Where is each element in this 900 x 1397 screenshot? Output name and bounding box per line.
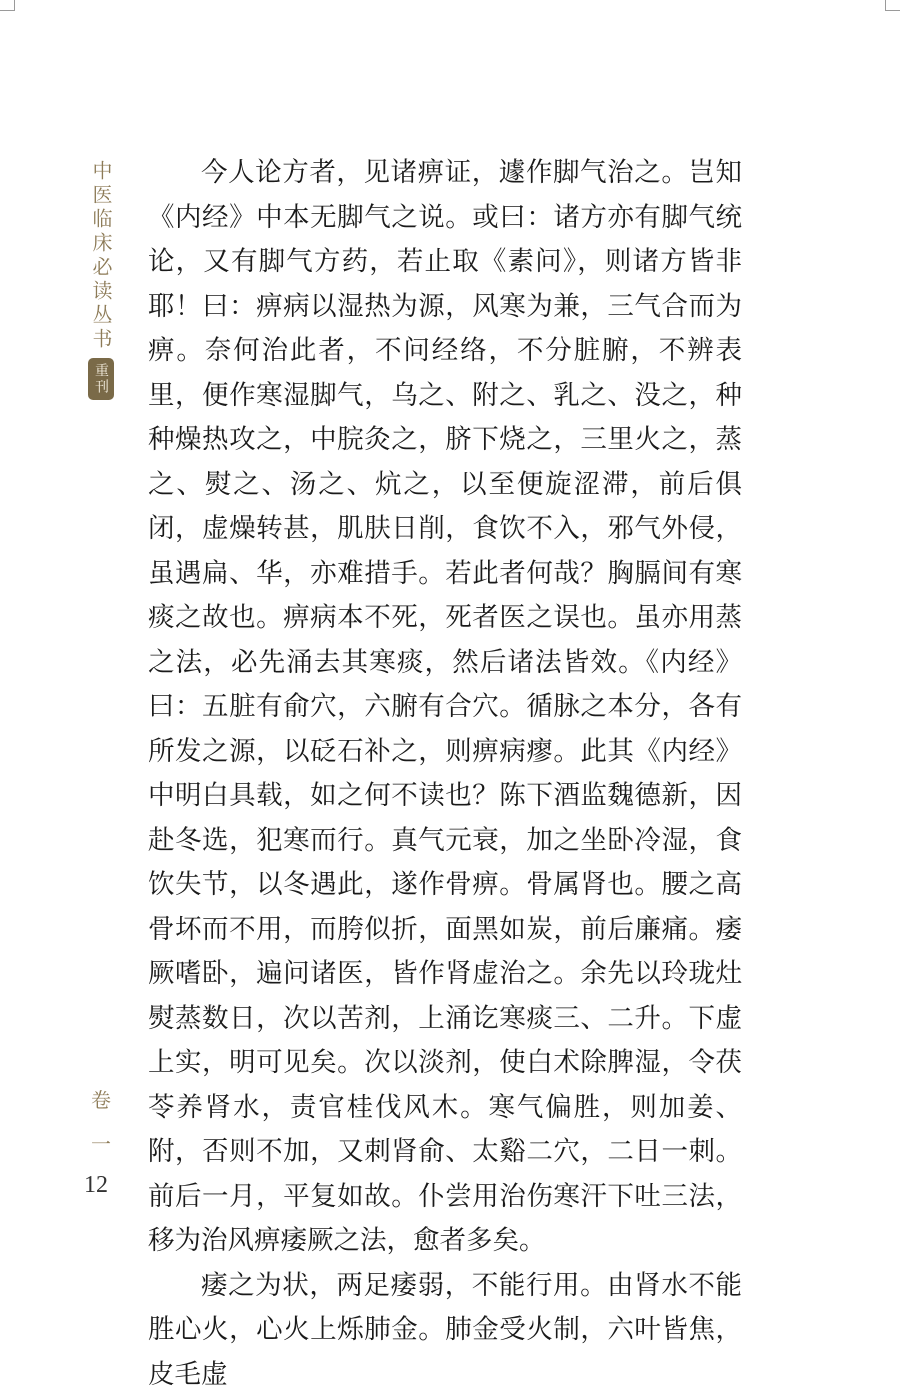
volume-indicator bbox=[86, 1090, 116, 1154]
series-seal: 重刊 bbox=[88, 358, 114, 400]
page-body bbox=[148, 151, 742, 1397]
volume-label: 卷 bbox=[91, 1090, 111, 1110]
crop-mark-left bbox=[0, 0, 15, 11]
series-title: 中医临床必读丛书 bbox=[91, 160, 111, 352]
series-header bbox=[86, 160, 116, 400]
paragraph: 今人论方者，见诸痹证，遽作脚气治之。岂知《内经》中本无脚气之说。或曰：诸方亦有脚气统论，又有脚气方药，若止取《素问》，则诸方皆非耶！曰：痹病以湿热为源，风寒为兼，三气合而为痹。奈何治此者，不问经络，不分脏腑，不辨表里，便作寒湿脚气，乌之、附之、乳之、没之，种种燥热攻之，中脘灸之，脐下烧之，三里火之，蒸之、熨之、汤之、炕之，以至便旋涩滞，前后俱闭，虚燥转甚，肌肤日削，食饮不入，邪气外侵，虽遇扁、华，亦难措手。若此者何哉？胸膈间有寒痰之故也。痹病本不死，死者医之误也。虽亦用蒸之法，必先涌去其寒痰，然后诸法皆效。《内经》曰：五脏有俞穴，六腑有合穴。循脉之本分，各有所发之源，以砭石补之，则痹病瘳。此其《内经》中明白具载，如之何不读也？陈下酒监魏德新，因赴冬选，犯寒而行。真气元衰，加之坐卧冷湿，食饮失节，以冬遇此，遂作骨痹。骨属肾也。腰之高骨坏而不用，而胯似折，面黑如炭，前后廉痛。痿厥嗜卧，遍问诸医，皆作肾虚治之。余先以玲珑灶熨蒸数日，次以苦剂，上涌讫寒痰三、二升。下虚上实，明可见矣。次以淡剂，使白术除脾湿，令茯苓养肾水，责官桂伐风木。寒气偏胜，则加姜、附，否则不加，又刺肾俞、太谿二穴，二日一刺。前后一月，平复如故。仆尝用治伤寒汗下吐三法，移为治风痹痿厥之法，愈者多矣。 bbox=[148, 151, 742, 1264]
volume-number: 一 bbox=[91, 1134, 111, 1154]
crop-mark-right bbox=[885, 0, 900, 11]
paragraph: 痿之为状，两足痿弱，不能行用。由肾水不能胜心火，心火上烁肺金。肺金受火制，六叶皆焦，皮毛虚 bbox=[148, 1264, 742, 1397]
page-number: 12 bbox=[68, 1172, 124, 1199]
